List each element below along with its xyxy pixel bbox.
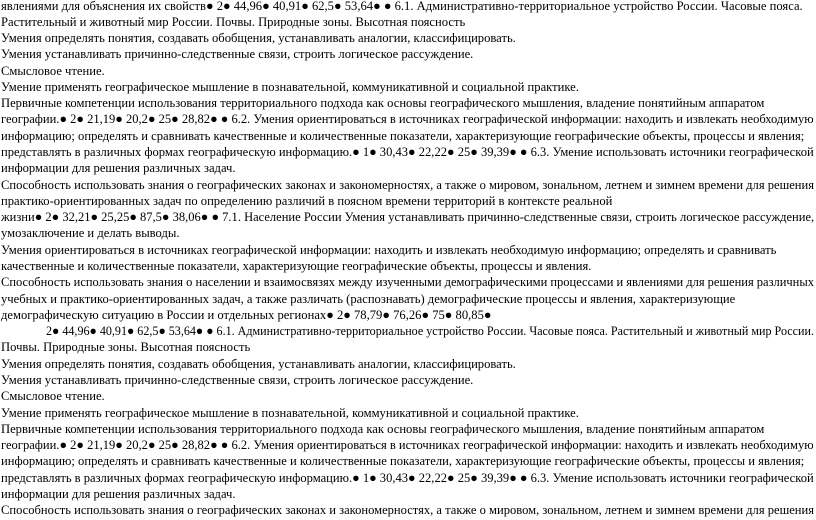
text-line: практико-ориентированных задач по определению различий в поясном времени территорий в контексте реальной <box>1 193 613 208</box>
text-line: явлениями для объяснения их свойств● 2● 44,96● 40,91● 62,5● 53,64● ● 6.1. Административно-территориальное устройство России. Часовые пояса. <box>1 0 803 13</box>
text-line: Способность использовать знания о географических законах и закономерностях, а также о мировом, зональном, летнем и зимнем времени для решения <box>1 177 815 192</box>
text-line: Умения ориентироваться в источниках географической информации: находить и извлекать необходимую информацию; определять и сравнивать <box>1 242 777 257</box>
text-line: учебных и практико-ориентированных задач, а также различать (распознавать) демографические процессы и явления, характеризующие <box>1 291 736 306</box>
text-line: географии.● 2● 21,19● 20,2● 25● 28,82● ● 6.2. Умения ориентироваться в источниках географической информации: находить и извлекать необходимую <box>1 112 814 127</box>
text-line: Способность использовать знания о географических законах и закономерностях, а также о мировом, зональном, летнем и зимнем времени для решения <box>1 503 815 518</box>
text-line: представлять в различных формах географическую информацию.● 1● 30,43● 22,22● 25● 39,39● ● 6.3. Умение использовать источники географической <box>1 145 814 160</box>
text-line: Способность использовать знания о населении и взаимосвязях между изученными демографическими процессами и явлениями для решения различных <box>1 275 814 290</box>
text-line: Смысловое чтение. <box>1 389 105 404</box>
text-line: Умения устанавливать причинно-следственные связи, строить логическое рассуждение. <box>1 372 474 387</box>
text-line: Почвы. Природные зоны. Высотная поясность <box>1 340 251 355</box>
text-line: качественные и количественные показатели, характеризующие географические объекты, процессы и явления. <box>1 258 592 273</box>
text-line: представлять в различных формах географическую информацию.● 1● 30,43● 22,22● 25● 39,39● ● 6.3. Умение использовать источники географической <box>1 470 814 485</box>
text-line: Первичные компетенции использования территориального подхода как основы географического мышления, владение понятийным аппаратом <box>1 421 765 436</box>
text-line: Умения устанавливать причинно-следственные связи, строить логическое рассуждение. <box>1 47 474 62</box>
text-line: Умение применять географическое мышление в познавательной, коммуникативной и социальной практике. <box>1 79 579 94</box>
text-line: Первичные компетенции использования территориального подхода как основы географического мышления, владение понятийным аппаратом <box>1 96 765 111</box>
text-line: Умения определять понятия, создавать обобщения, устанавливать аналогии, классифицировать. <box>1 31 516 46</box>
text-line: Умение применять географическое мышление в познавательной, коммуникативной и социальной практике. <box>1 405 579 420</box>
text-line: информацию; определять и сравнивать качественные и количественные показатели, характеризующие географические объекты, процессы и явления; <box>1 454 805 469</box>
text-line: умозаключение и делать выводы. <box>1 226 180 241</box>
text-line: Умения определять понятия, создавать обобщения, устанавливать аналогии, классифицировать. <box>1 356 516 371</box>
text-line: информацию; определять и сравнивать качественные и количественные показатели, характеризующие географические объекты, процессы и явления; <box>1 128 805 143</box>
text-line: жизни● 2● 32,21● 25,25● 87,5● 38,06● ● 7.1. Население России Умения устанавливать причинно-следственные связи, строить логическое рассуждение, <box>1 210 815 225</box>
text-line: Растительный и животный мир России. Почвы. Природные зоны. Высотная поясность <box>1 14 466 29</box>
text-line: 2● 44,96● 40,91● 62,5● 53,64● ● 6.1. Административно-территориальное устройство России. Часовые пояса. Растительный и животный мир России. <box>46 324 814 339</box>
text-line: информации для решения различных задач. <box>1 161 236 176</box>
text-line: демографическую ситуацию в России и отдельных регионах● 2● 78,79● 76,26● 75● 80,85● <box>1 307 492 322</box>
text-line: информации для решения различных задач. <box>1 486 236 501</box>
text-line: географии.● 2● 21,19● 20,2● 25● 28,82● ● 6.2. Умения ориентироваться в источниках географической информации: находить и извлекать необходимую <box>1 438 814 453</box>
text-line: Смысловое чтение. <box>1 63 105 78</box>
